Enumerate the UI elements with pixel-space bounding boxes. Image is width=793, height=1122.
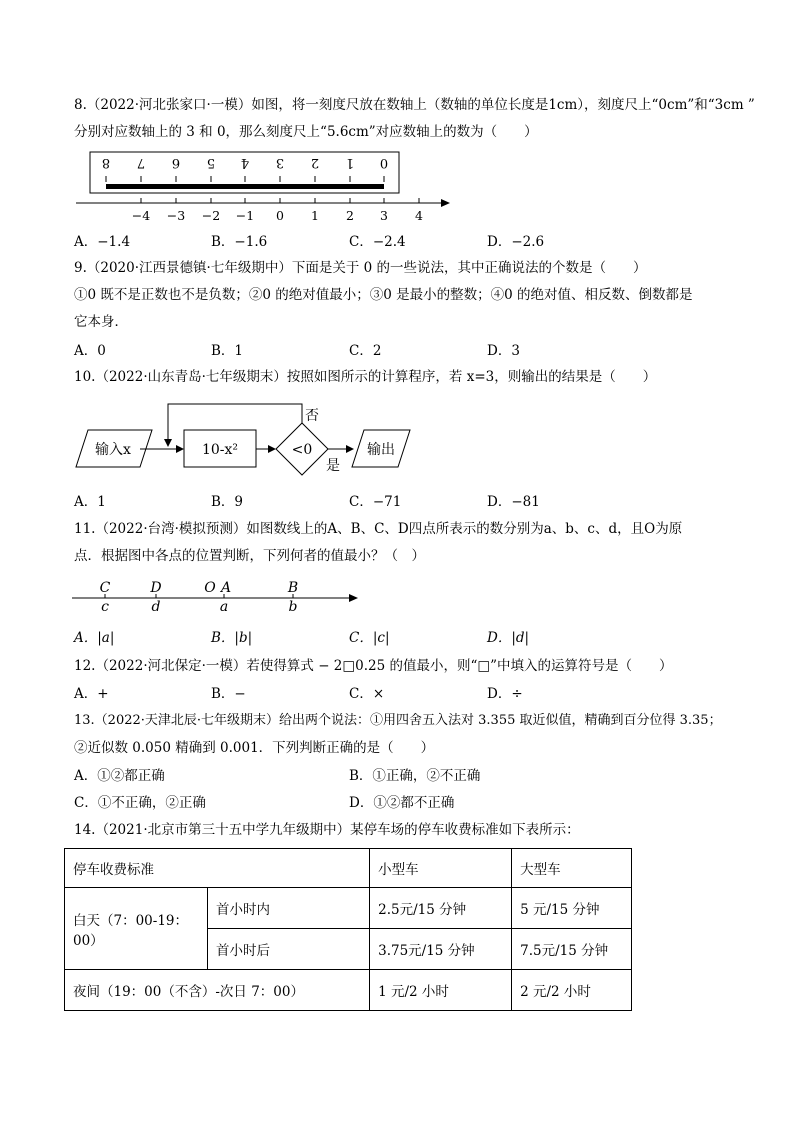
q13-option-c[interactable]: C．①不正确，②正确 bbox=[74, 795, 206, 811]
point-label-d-upper: D bbox=[150, 580, 162, 596]
parking-fee-table bbox=[64, 848, 632, 1011]
q10-option-d[interactable]: D．−81 bbox=[487, 494, 540, 510]
ruler-label-3: 3 bbox=[275, 155, 285, 170]
axis-label-3: 3 bbox=[380, 208, 388, 223]
q9-option-b[interactable]: B．1 bbox=[211, 343, 244, 359]
fee-night-small: 1 元/2 小时 bbox=[370, 970, 512, 1011]
fee-night-large: 2 元/2 小时 bbox=[512, 970, 632, 1011]
q9-option-c[interactable]: C．2 bbox=[349, 343, 382, 359]
fee-after-hour-small: 3.75元/15 分钟 bbox=[370, 929, 512, 970]
fee-first-hour-small: 2.5元/15 分钟 bbox=[370, 888, 512, 929]
q11-number-line bbox=[0, 574, 793, 624]
fee-day-label: 白天（7：00-19：00） bbox=[65, 888, 208, 970]
q10-text-line1: 10.（2022·山东青岛·七年级期末）按照如图所示的计算程序，若 x=3，则输出的结果是（ ） bbox=[74, 369, 657, 385]
q13-option-a[interactable]: A．①②都正确 bbox=[74, 768, 165, 784]
flow-decision-label: <0 bbox=[291, 442, 313, 458]
q8-option-b[interactable]: B．−1.6 bbox=[211, 234, 268, 250]
flow-input-label: 输入x bbox=[95, 442, 131, 458]
value-label-d: d bbox=[151, 599, 161, 615]
flow-loop-line bbox=[168, 404, 302, 441]
flow-output-label: 输出 bbox=[367, 442, 395, 458]
fee-header-large-car: 大型车 bbox=[512, 849, 632, 888]
q9-option-d[interactable]: D．3 bbox=[487, 343, 520, 359]
axis-label--1: −1 bbox=[235, 208, 255, 223]
point-label-a-upper: A bbox=[220, 580, 232, 596]
fee-after-hour-label: 首小时后 bbox=[208, 929, 370, 970]
ruler-label-7: 7 bbox=[136, 155, 146, 170]
ruler-label-0: 0 bbox=[379, 155, 389, 170]
q11-text-line2: 点．根据图中各点的位置判断，下列何者的值最小？（ ） bbox=[74, 548, 425, 564]
axis-label-2: 2 bbox=[346, 208, 354, 223]
q13-text-line1: 13.（2022·天津北辰·七年级期末）给出两个说法：①用四舍五入法对 3.355 取近似值，精确到百分位得 3.35； bbox=[74, 713, 722, 728]
ruler-label-1: 1 bbox=[345, 155, 355, 170]
q8-text-line1: 8.（2022·河北张家口·一模）如图，将一刻度尺放在数轴上（数轴的单位长度是1cm），刻度尺上“0cm”和“3cm ” bbox=[74, 97, 755, 113]
fee-first-hour-label: 首小时内 bbox=[208, 888, 370, 929]
q13-text-line2: ②近似数 0.050 精确到 0.001．下列判断正确的是（ ） bbox=[74, 740, 435, 756]
q13-option-d[interactable]: D．①②都不正确 bbox=[349, 795, 455, 811]
ruler-label-2: 2 bbox=[310, 155, 320, 170]
fee-first-hour-large: 5 元/15 分钟 bbox=[512, 888, 632, 929]
q11-text-line1: 11.（2022·台湾·模拟预测）如图数线上的A、B、C、D四点所表示的数分别为a、b、c、d，且O为原 bbox=[74, 521, 683, 537]
fee-night-label: 夜间（19：00（不含）-次日 7：00） bbox=[65, 970, 370, 1011]
axis-label--2: −2 bbox=[201, 208, 221, 223]
fee-after-hour-large: 7.5元/15 分钟 bbox=[512, 929, 632, 970]
q8-option-a[interactable]: A．−1.4 bbox=[74, 234, 131, 250]
q12-option-c[interactable]: C．× bbox=[349, 686, 385, 702]
ruler-label-5: 5 bbox=[206, 155, 216, 170]
flow-process-label: 10-x² bbox=[201, 442, 239, 458]
axis-label--4: −4 bbox=[131, 208, 151, 223]
ruler-label-6: 6 bbox=[171, 155, 181, 170]
point-label-o: O bbox=[204, 580, 216, 596]
flow-no-label: 否 bbox=[305, 408, 319, 424]
value-label-a: a bbox=[219, 599, 229, 615]
q10-option-a[interactable]: A．1 bbox=[74, 494, 106, 510]
axis-label-1: 1 bbox=[311, 208, 319, 223]
axis-label-0: 0 bbox=[276, 208, 284, 223]
q12-option-a[interactable]: A．+ bbox=[74, 686, 109, 702]
q8-ruler-figure bbox=[0, 150, 793, 230]
ruler-ticks bbox=[106, 176, 384, 182]
q8-text-line2: 分别对应数轴上的 3 和 0，那么刻度尺上“5.6cm”对应数轴上的数为（ ） bbox=[74, 124, 538, 140]
point-label-c-upper: C bbox=[99, 580, 111, 596]
q12-option-b[interactable]: B．− bbox=[211, 686, 246, 702]
flow-yes-label: 是 bbox=[326, 458, 340, 474]
q9-text-line1: 9.（2020·江西景德镇·七年级期中）下面是关于 0 的一些说法，其中正确说法的个数是（ ） bbox=[74, 260, 647, 276]
q8-option-d[interactable]: D．−2.6 bbox=[487, 234, 545, 250]
ruler-bar bbox=[106, 184, 384, 189]
ruler-label-8: 8 bbox=[101, 155, 111, 170]
q10-option-b[interactable]: B．9 bbox=[211, 494, 244, 510]
ruler-label-4: 4 bbox=[240, 155, 250, 170]
q9-option-a[interactable]: A．0 bbox=[74, 343, 106, 359]
q14-text-line1: 14.（2021·北京市第三十五中学九年级期中）某停车场的停车收费标准如下表所示： bbox=[74, 822, 580, 838]
q11-option-d[interactable]: D．|d| bbox=[487, 630, 530, 646]
q9-text-line3: 它本身． bbox=[74, 314, 128, 330]
q10-flowchart bbox=[0, 392, 793, 492]
number-axis-arrow bbox=[441, 199, 450, 207]
q8-option-c[interactable]: C．−2.4 bbox=[349, 234, 406, 250]
q10-option-c[interactable]: C．−71 bbox=[349, 494, 402, 510]
q12-option-d[interactable]: D．÷ bbox=[487, 686, 523, 702]
q12-text-line1: 12.（2022·河北保定·一模）若使得算式 − 2□0.25 的值最小，则“□”中填入的运算符号是（ ） bbox=[74, 658, 673, 674]
value-label-b: b bbox=[288, 599, 298, 615]
axis-label-4: 4 bbox=[415, 208, 423, 223]
q13-option-b[interactable]: B．①正确，②不正确 bbox=[349, 768, 481, 784]
fee-header-standard: 停车收费标准 bbox=[65, 849, 370, 888]
point-label-b-upper: B bbox=[287, 580, 299, 596]
q11-option-b[interactable]: B．|b| bbox=[211, 630, 253, 646]
q11-option-a[interactable]: A．|a| bbox=[74, 630, 115, 646]
q9-text-line2: ①0 既不是正数也不是负数；②0 的绝对值最小；③0 是最小的整数；④0 的绝对值、相反数、倒数都是 bbox=[74, 287, 693, 303]
q11-option-c[interactable]: C．|c| bbox=[349, 630, 390, 646]
fee-header-small-car: 小型车 bbox=[370, 849, 512, 888]
axis-label--3: −3 bbox=[166, 208, 186, 223]
value-label-c: c bbox=[101, 599, 109, 615]
